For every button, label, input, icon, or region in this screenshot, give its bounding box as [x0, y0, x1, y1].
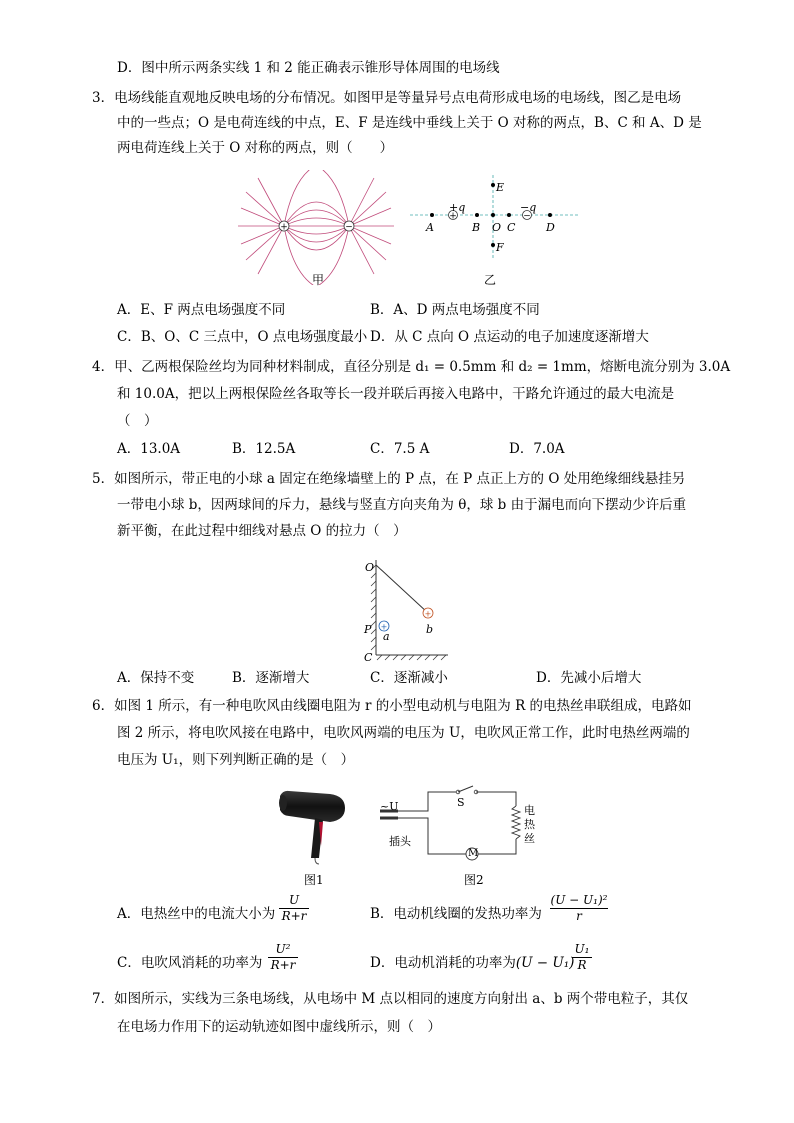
- q6-option-b-text: B．电动机线圈的发热功率为: [370, 906, 542, 922]
- q6-option-c: [117, 953, 262, 973]
- q3-label-d: D: [546, 221, 555, 234]
- q6-stem-line1: 6．如图 1 所示，有一种电吹风由线圈电阻为 r 的小型电动机与电阻为 R 的电热丝串联组成，电路如: [92, 698, 692, 714]
- q5-label-o: O: [365, 561, 375, 574]
- q6-label-voltage: ~U: [380, 800, 399, 813]
- q3-figure-jia-caption: 甲: [312, 273, 325, 287]
- q6-label-switch: S: [457, 796, 465, 809]
- q6-option-b: [370, 904, 542, 924]
- q6-figure1-caption: 图1: [304, 873, 324, 887]
- q6-option-d: [370, 953, 574, 973]
- q6-option-a-denominator: R+r: [281, 909, 307, 923]
- svg-text:−: −: [523, 211, 531, 222]
- q4-stem-line2: 和 10.0A，把以上两根保险丝各取等长一段并联后再接入电路中，干路允许通过的最大电流是: [117, 386, 675, 402]
- q5-option-a: A．保持不变: [117, 670, 195, 686]
- q6-figure2-caption: 图2: [464, 873, 484, 887]
- q4-stem-line3: （ ）: [117, 413, 158, 429]
- q4-option-c: C．7.5 A: [370, 441, 430, 457]
- q5-stem-line3: 新平衡，在此过程中细线对悬点 O 的拉力（ ）: [117, 523, 407, 539]
- q3-label-plus-q: +q: [449, 201, 466, 214]
- q3-label-minus-q: −q: [520, 201, 537, 214]
- q6-label-motor: M: [468, 848, 479, 859]
- q3-option-a: A．E、F 两点电场强度不同: [117, 302, 286, 318]
- q6-option-d-numerator: U₁: [572, 942, 592, 958]
- q6-label-heater: 电热丝: [524, 804, 535, 845]
- q3-stem-line1: 3．电场线能直观地反映电场的分布情况。如图甲是等量异号点电荷形成电场的电场线，图乙是电场: [92, 90, 682, 106]
- q5-option-c: C．逐渐减小: [370, 670, 448, 686]
- q6-option-c-denominator: R+r: [270, 958, 296, 972]
- q5-option-b: B．逐渐增大: [232, 670, 310, 686]
- q6-option-a-fraction: [279, 893, 309, 924]
- q3-label-a: A: [426, 221, 434, 234]
- q6-option-b-numerator: (U − U₁)²: [550, 893, 608, 907]
- svg-text:+: +: [280, 222, 288, 233]
- q5-stem-line1: 5．如图所示，带正电的小球 a 固定在绝缘墙壁上的 P 点，在 P 点正上方的 O 处用绝缘细线悬挂另: [92, 471, 686, 487]
- q4-option-b: B．12.5A: [232, 441, 296, 457]
- q2-option-d: D．图中所示两条实线 1 和 2 能正确表示锥形导体周围的电场线: [117, 60, 500, 76]
- q7-stem-line1: 7．如图所示，实线为三条电场线，从电场中 M 点以相同的速度方向射出 a、b 两个带电粒子，其仅: [92, 991, 689, 1007]
- q6-option-d-text: D．电动机消耗的功率为: [370, 955, 516, 971]
- q5-figure: [360, 555, 460, 665]
- svg-text:+: +: [424, 609, 432, 619]
- q3-label-c: C: [507, 221, 516, 234]
- q3-figure-yi-caption: 乙: [484, 273, 497, 287]
- q6-label-plug: 插头: [389, 835, 411, 848]
- q3-option-c: C．B、O、C 三点中，O 点电场强度最小: [117, 329, 368, 345]
- q6-option-a: [117, 904, 275, 924]
- q3-figure-jia: [236, 170, 396, 285]
- svg-text:+: +: [380, 622, 388, 632]
- q6-option-d-fraction: [572, 942, 592, 973]
- q6-option-b-denominator: r: [576, 909, 582, 923]
- svg-text:−: −: [345, 222, 353, 233]
- q5-label-c: C: [364, 651, 373, 664]
- q3-option-d: D．从 C 点向 O 点运动的电子加速度逐渐增大: [370, 329, 649, 345]
- q5-label-p: P: [364, 623, 372, 636]
- q6-option-c-numerator: U²: [268, 942, 298, 958]
- q6-hair-dryer-image: [275, 786, 350, 866]
- q5-label-b: b: [426, 623, 434, 636]
- q3-label-b: B: [472, 221, 481, 234]
- svg-text:+: +: [449, 211, 457, 222]
- q6-option-d-denominator: R: [577, 958, 587, 972]
- q4-stem-line1: 4．甲、乙两根保险丝均为同种材料制成，直径分别是 d₁ = 0.5mm 和 d₂ = 1mm，熔断电流分别为 3.0A: [92, 359, 731, 375]
- q3-stem-line3: 两电荷连线上关于 O 对称的两点，则（ ）: [117, 140, 394, 156]
- q3-label-f: F: [496, 241, 504, 254]
- q6-stem-line2: 图 2 所示，将电吹风接在电路中，电吹风两端的电压为 U，电吹风正常工作，此时电热丝两端的: [117, 725, 690, 741]
- q4-option-a: A．13.0A: [117, 441, 181, 457]
- q5-label-a: a: [383, 630, 390, 643]
- q6-option-c-text: C．电吹风消耗的功率为: [117, 955, 263, 971]
- q7-stem-line2: 在电场力作用下的运动轨迹如图中虚线所示，则（ ）: [117, 1019, 441, 1035]
- q3-label-o: O: [492, 221, 502, 234]
- q3-stem-line2: 中的一些点；O 是电荷连线的中点，E、F 是连线中垂线上关于 O 对称的两点，B、C 和 A、D 是: [117, 115, 702, 131]
- q6-option-d-factor: (U − U₁): [515, 955, 575, 971]
- q3-label-e: E: [496, 181, 505, 194]
- q5-option-d: D．先减小后增大: [536, 670, 642, 686]
- q5-stem-line2: 一带电小球 b，因两球间的斥力，悬线与竖直方向夹角为 θ，球 b 由于漏电而向下摆动少许后重: [117, 497, 687, 513]
- q4-option-d: D．7.0A: [509, 441, 565, 457]
- q3-option-b: B．A、D 两点电场强度不同: [370, 302, 540, 318]
- q6-option-a-numerator: U: [279, 893, 309, 909]
- q6-option-a-text: A．电热丝中的电流大小为: [117, 906, 276, 922]
- q6-stem-line3: 电压为 U₁，则下列判断正确的是（ ）: [117, 752, 355, 768]
- q6-option-c-fraction: [268, 942, 298, 973]
- q6-option-b-fraction: [550, 893, 608, 924]
